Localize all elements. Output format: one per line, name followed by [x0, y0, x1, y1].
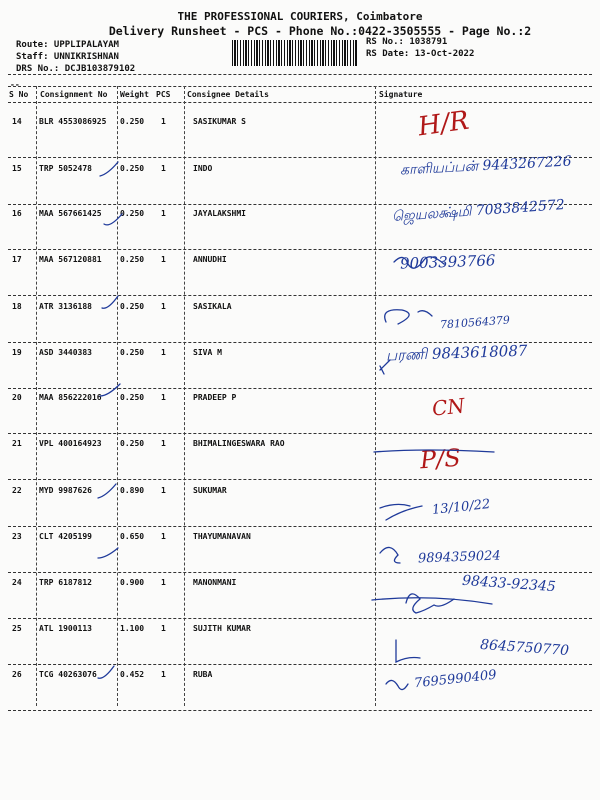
row-signature: 7695990409 — [413, 667, 498, 692]
row-consignee: THAYUMANAVAN — [193, 532, 251, 541]
row-consignee: SASIKALA — [193, 302, 232, 311]
row-pcs: 1 — [161, 532, 166, 541]
row-signature: 98433-92345 — [461, 572, 557, 596]
row-sno: 14 — [12, 117, 22, 126]
row-signature: H/R — [416, 105, 471, 143]
runsheet-subtitle: Delivery Runsheet - PCS - Phone No.:0422-3505555 - Page No.:2 — [108, 24, 532, 38]
row-pcs: 1 — [161, 624, 166, 633]
row-consignment: MAA 567120881 — [39, 255, 102, 264]
row-weight: 0.890 — [120, 486, 145, 495]
row-weight: 0.250 — [120, 255, 145, 264]
row-pcs: 1 — [161, 578, 166, 587]
staff-label: Staff: UNNIKRISHNAN — [16, 52, 119, 62]
row-consignment: VPL 400164923 — [39, 439, 102, 448]
row-consignee: SIVA M — [193, 348, 222, 357]
row-consignee: ANNUDHI — [193, 255, 227, 264]
row-weight: 0.452 — [120, 670, 145, 679]
row-consignment: TCG 40263076 — [39, 670, 97, 679]
row-signature: 9894359024 — [417, 548, 501, 567]
row-signature: 13/10/22 — [431, 496, 492, 519]
col-header-pcs: PCS — [156, 90, 171, 99]
row-consignee: PRADEEP P — [193, 393, 237, 402]
row-pcs: 1 — [161, 117, 166, 126]
row-signature: 8645750770 — [479, 636, 570, 660]
row-pcs: 1 — [161, 209, 166, 218]
col-header-consignee: Consignee Details — [187, 90, 269, 99]
row-weight: 0.250 — [120, 348, 145, 357]
row-sno: 19 — [12, 348, 22, 357]
row-separator — [8, 710, 592, 711]
row-consignee: JAYALAKSHMI — [193, 209, 246, 218]
row-separator — [8, 479, 592, 480]
drs-number: DRS No.: DCJB103879102 — [16, 64, 136, 74]
col-header-weight: Weight — [120, 90, 149, 99]
company-title: THE PROFESSIONAL COURIERS, Coimbatore — [177, 10, 423, 23]
col-sep-4 — [375, 86, 376, 706]
row-consignment: TRP 5052478 — [39, 164, 92, 173]
row-sno: 21 — [12, 439, 22, 448]
row-weight: 0.650 — [120, 532, 145, 541]
row-pcs: 1 — [161, 348, 166, 357]
row-sno: 15 — [12, 164, 22, 173]
row-separator — [8, 388, 592, 389]
row-consignee: RUBA — [193, 670, 213, 679]
row-separator — [8, 249, 592, 250]
col-header-signature: Signature — [379, 90, 423, 99]
row-pcs: 1 — [161, 302, 166, 311]
row-separator — [8, 295, 592, 296]
row-consignment: TRP 6187812 — [39, 578, 92, 587]
barcode-image — [232, 40, 358, 66]
col-sep-3 — [184, 86, 185, 706]
row-sno: 17 — [12, 255, 22, 264]
row-weight: 0.250 — [120, 164, 145, 173]
row-separator — [8, 572, 592, 573]
row-sno: 20 — [12, 393, 22, 402]
row-weight: 0.250 — [120, 117, 145, 126]
row-sno: 25 — [12, 624, 22, 633]
row-pcs: 1 — [161, 164, 166, 173]
row-consignment: ASD 3440383 — [39, 348, 92, 357]
row-separator — [8, 526, 592, 527]
row-consignment: MAA 856222016 — [39, 393, 102, 402]
row-weight: 0.250 — [120, 302, 145, 311]
route-label: Route: UPPLIPALAYAM — [16, 40, 119, 50]
row-sno: 18 — [12, 302, 22, 311]
row-separator — [8, 618, 592, 619]
row-signature: P/S — [419, 443, 462, 475]
row-weight: 1.100 — [120, 624, 145, 633]
row-pcs: 1 — [161, 670, 166, 679]
row-consignment: ATR 3136188 — [39, 302, 92, 311]
row-separator — [8, 433, 592, 434]
row-consignment: CLT 4205199 — [39, 532, 92, 541]
row-sno: 16 — [12, 209, 22, 218]
row-signature: காளியப்பன் 9443267226 — [399, 153, 572, 179]
row-consignment: ATL 1900113 — [39, 624, 92, 633]
row-signature: 9003393766 — [399, 251, 496, 273]
row-consignment: MYD 9987626 — [39, 486, 92, 495]
header-top-rule — [8, 86, 592, 87]
row-weight: 0.250 — [120, 393, 145, 402]
row-pcs: 1 — [161, 255, 166, 264]
row-pcs: 1 — [161, 439, 166, 448]
col-sep-1 — [36, 86, 37, 706]
row-pcs: 1 — [161, 393, 166, 402]
col-sep-2 — [117, 86, 118, 706]
row-signature: ஜெயலக்ஷ்மி 7083842572 — [391, 196, 566, 226]
row-weight: 0.900 — [120, 578, 145, 587]
row-consignee: INDO — [193, 164, 213, 173]
row-weight: 0.250 — [120, 439, 145, 448]
row-consignee: SUJITH KUMAR — [193, 624, 251, 633]
row-consignee: BHIMALINGESWARA RAO — [193, 439, 285, 448]
row-separator — [8, 664, 592, 665]
row-consignment: MAA 567661425 — [39, 209, 102, 218]
row-sno: 23 — [12, 532, 22, 541]
header-bottom-rule — [8, 102, 592, 103]
row-sno: 24 — [12, 578, 22, 587]
col-header-consignment: Consignment No — [40, 90, 108, 99]
row-signature: பரணி 9843618087 — [385, 341, 528, 365]
row-pcs: 1 — [161, 486, 166, 495]
col-header-sno: S No — [9, 90, 29, 99]
top-rule — [8, 74, 592, 75]
row-signature: 7810564379 — [439, 313, 511, 332]
rs-date: RS Date: 13-Oct-2022 — [366, 49, 475, 59]
row-consignee: SUKUMAR — [193, 486, 227, 495]
row-sno: 26 — [12, 670, 22, 679]
dash-mark: -- — [10, 80, 20, 89]
rs-number: RS No.: 1038791 — [366, 37, 448, 47]
row-consignee: SASIKUMAR S — [193, 117, 246, 126]
row-consignment: BLR 4553086925 — [39, 117, 107, 126]
row-sno: 22 — [12, 486, 22, 495]
row-weight: 0.250 — [120, 209, 145, 218]
row-consignee: MANONMANI — [193, 578, 237, 587]
row-signature: CN — [430, 393, 466, 421]
